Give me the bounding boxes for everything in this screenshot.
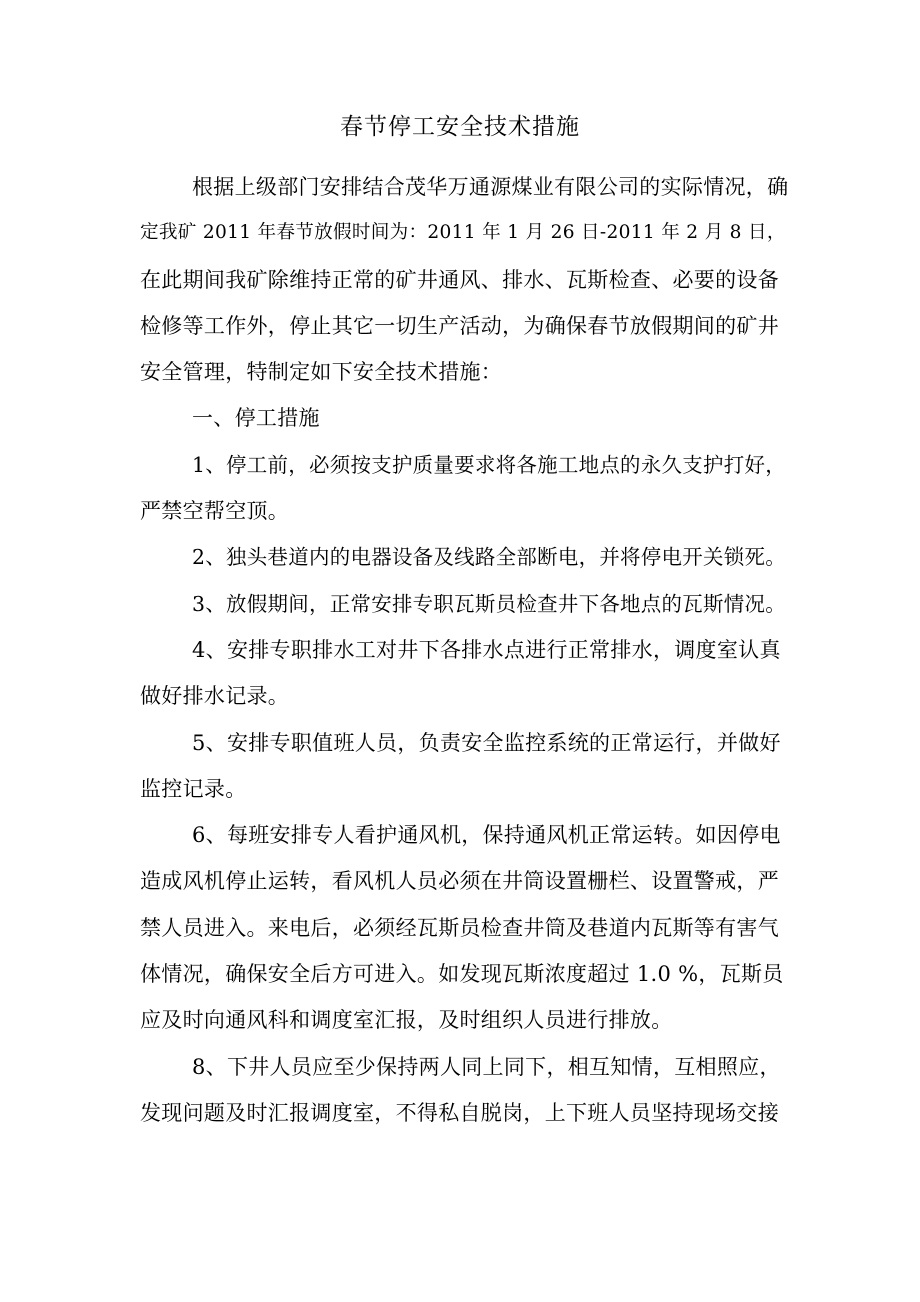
intro-line: 检修等工作外，停止其它一切生产活动，为确保春节放假期间的矿井 [140, 313, 779, 338]
item-2-paragraph [140, 534, 788, 580]
document-title: 春节停工安全技术措施 [340, 114, 580, 140]
item-3-line: 3、放假期间，正常安排专职瓦斯员检查井下各地点的瓦斯情况。 [192, 591, 786, 616]
item-4-paragraph [140, 627, 788, 720]
intro-paragraph [140, 164, 788, 395]
intro-line: 定我矿 2011 年春节放假时间为：2011 年 1 月 26 日-2011 年 2 月 8 日， [140, 222, 786, 244]
item-4-line: 做好排水记录。 [140, 684, 290, 709]
item-3-paragraph [140, 581, 788, 627]
intro-line: 安全管理，特制定如下安全技术措施： [140, 360, 503, 385]
document-body [140, 164, 788, 1136]
intro-line: 根据上级部门安排结合茂华万通源煤业有限公司的实际情况，确 [192, 175, 789, 199]
intro-line: 在此期间我矿除维持正常的矿井通风、排水、瓦斯检查、必要的设备 [140, 267, 779, 292]
section-heading-text: 一、停工措施 [192, 406, 320, 431]
item-1-paragraph [140, 442, 788, 535]
item-6-line: 造成风机停止运转，看风机人员必须在井筒设置栅栏、设置警戒，严 [140, 869, 779, 894]
item-6-line: 应及时向通风科和调度室汇报，及时组织人员进行排放。 [140, 1008, 673, 1033]
item-1-line: 严禁空帮空顶。 [140, 499, 290, 524]
item-5-paragraph [140, 720, 788, 813]
item-8-line: 发现问题及时汇报调度室，不得私自脱岗，上下班人员坚持现场交接 [140, 1100, 779, 1125]
item-6-line: 禁人员进入。来电后，必须经瓦斯员检查井筒及巷道内瓦斯等有害气 [140, 915, 779, 940]
item-8-paragraph [140, 1044, 788, 1137]
item-8-line: 8、下井人员应至少保持两人同上同下，相互知情，互相照应， [192, 1054, 781, 1079]
item-6-line: 6、每班安排专人看护通风机，保持通风机正常运转。如因停电 [192, 823, 781, 848]
item-6-paragraph [140, 812, 788, 1043]
item-6-line: 体情况，确保安全后方可进入。如发现瓦斯浓度超过 1.0 %，瓦斯员 [140, 962, 784, 987]
section-heading [140, 395, 788, 441]
item-5-line: 监控记录。 [140, 776, 247, 801]
item-5-line: 5、安排专职值班人员，负责安全监控系统的正常运行，并做好 [192, 730, 781, 755]
item-4-line: 4、安排专职排水工对井下各排水点进行正常排水，调度室认真 [192, 637, 781, 662]
item-2-line: 2、独头巷道内的电器设备及线路全部断电，并将停电开关锁死。 [192, 545, 786, 570]
item-1-line: 1、停工前，必须按支护质量要求将各施工地点的永久支护打好， [192, 452, 786, 477]
